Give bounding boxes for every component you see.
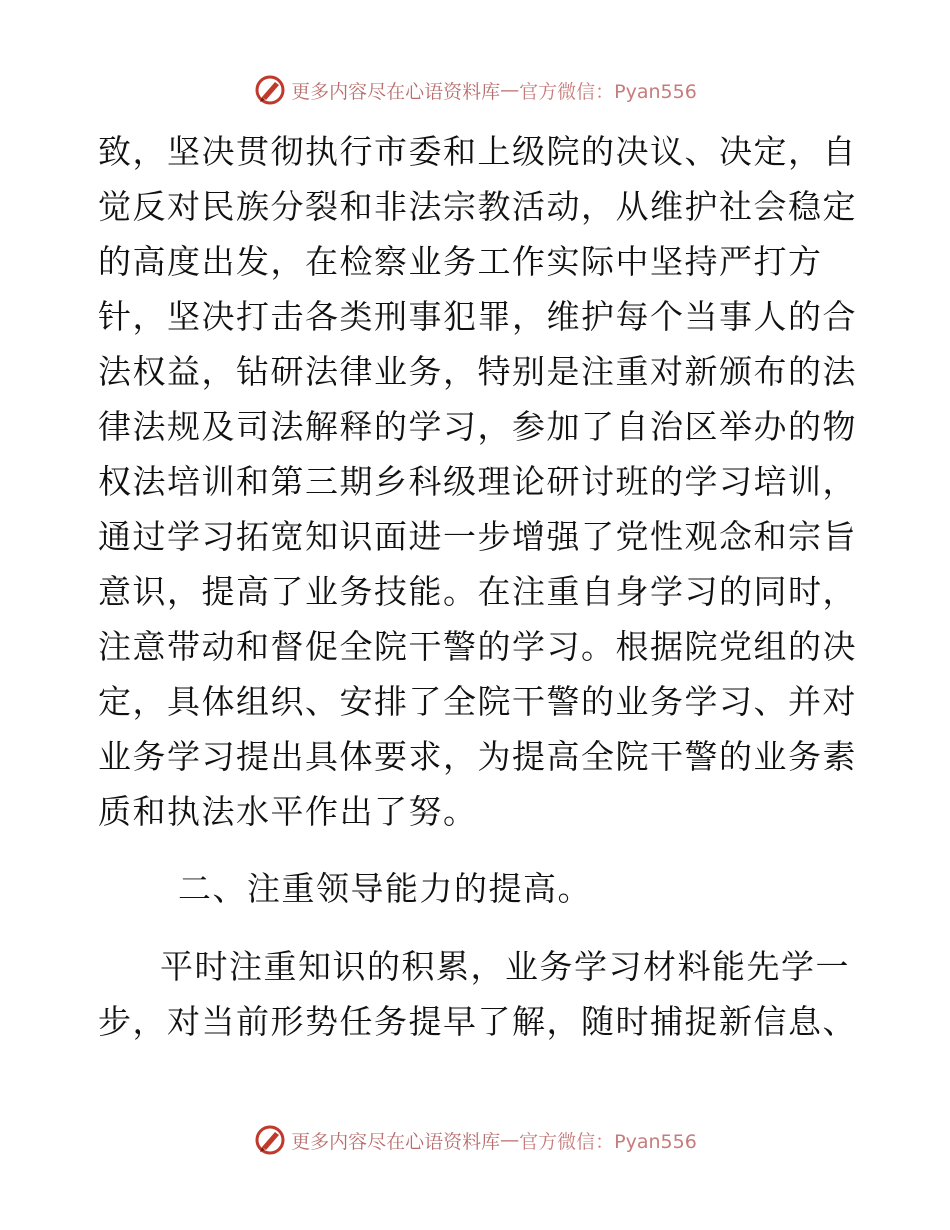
text-line: 法权益，钻研法律业务，特别是注重对新颁布的法 <box>98 352 857 391</box>
text-line: 注意带动和督促全院干警的学习。根据院党组的决 <box>98 627 857 666</box>
footer-watermark <box>0 1120 950 1160</box>
watermark-dash: — <box>500 1129 520 1151</box>
paragraph-2 <box>98 939 858 1049</box>
watermark-wechat: 官方微信：Pyan556 <box>519 80 697 103</box>
text-line: 通过学习拓宽知识面进一步增强了党性观念和宗旨 <box>98 517 857 556</box>
header-watermark <box>0 70 950 110</box>
text-line: 的高度出发，在检察业务工作实际中坚持严打方 <box>98 242 823 281</box>
text-line: 定，具体组织、安排了全院干警的业务学习、并对 <box>98 682 857 721</box>
text-line: 意识，提高了业务技能。在注重自身学习的同时， <box>98 572 857 611</box>
text-line: 律法规及司法解释的学习，参加了自治区举办的物 <box>98 407 857 446</box>
watermark-site-name: 更多内容尽在心语资料库 <box>291 1130 501 1153</box>
watermark-dash: — <box>500 79 520 101</box>
pen-logo-icon <box>253 1123 287 1157</box>
paragraph-1 <box>98 124 858 839</box>
text-line: 平时注重知识的积累，业务学习材料能先学一 <box>160 947 850 986</box>
watermark-site-name: 更多内容尽在心语资料库 <box>291 80 501 103</box>
text-line: 质和执法水平作出了努。 <box>98 792 478 831</box>
section-heading: 二、注重领导能力的提高。 <box>178 869 592 908</box>
text-line: 步，对当前形势任务提早了解，随时捕捉新信息、 <box>98 1002 857 1041</box>
text-line: 致，坚决贯彻执行市委和上级院的决议、决定，自 <box>98 132 857 171</box>
pen-logo-icon <box>253 73 287 107</box>
document-body <box>98 124 858 1049</box>
text-line: 针，坚决打击各类刑事犯罪，维护每个当事人的合 <box>98 297 857 336</box>
watermark-wechat: 官方微信：Pyan556 <box>519 1130 697 1153</box>
text-line: 觉反对民族分裂和非法宗教活动，从维护社会稳定 <box>98 187 857 226</box>
text-line: 业务学习提出具体要求，为提高全院干警的业务素 <box>98 737 857 776</box>
text-line: 权法培训和第三期乡科级理论研讨班的学习培训， <box>98 462 857 501</box>
